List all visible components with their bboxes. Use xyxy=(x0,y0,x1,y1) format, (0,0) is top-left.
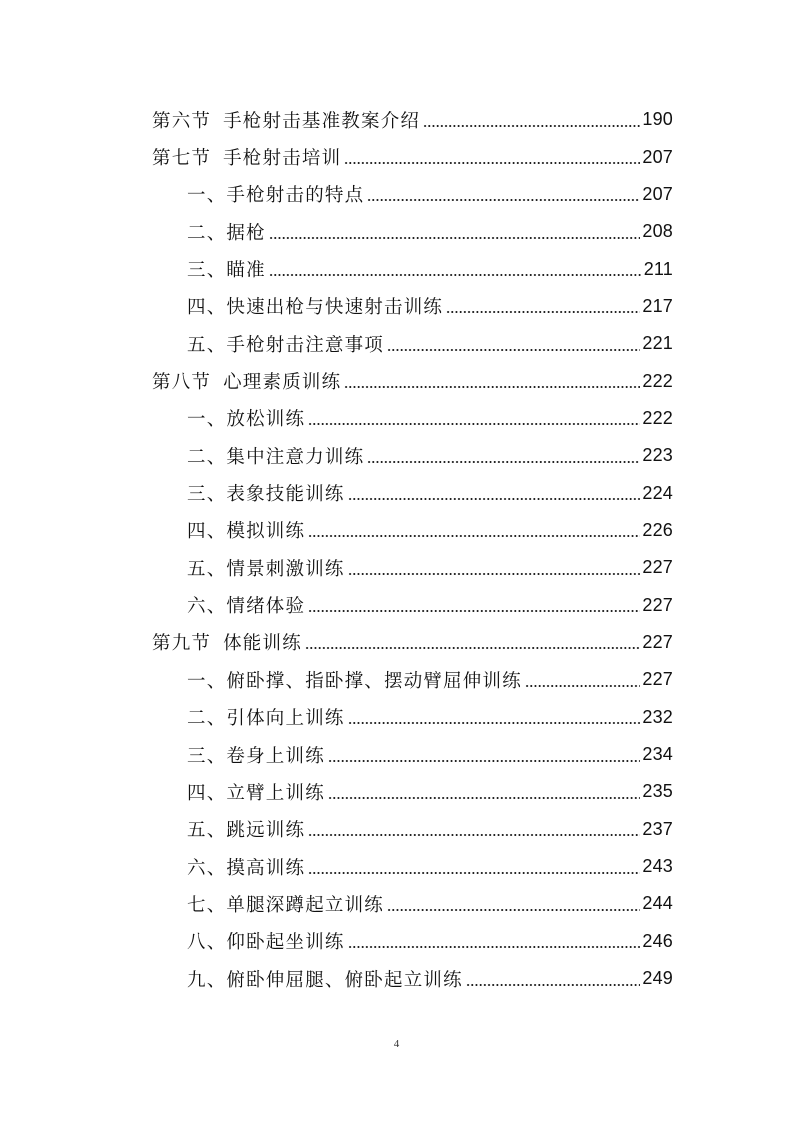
dot-leader xyxy=(269,262,642,280)
dot-leader xyxy=(348,710,641,728)
toc-item-entry[interactable] xyxy=(0,474,793,511)
toc-section-entry[interactable] xyxy=(0,138,793,175)
toc-entry-label xyxy=(187,331,384,357)
toc-entry-label xyxy=(187,517,305,543)
toc-section-entry[interactable] xyxy=(0,624,793,661)
toc-entry-number: 四、 xyxy=(187,297,227,319)
dot-leader xyxy=(328,748,640,766)
toc-item-entry[interactable] xyxy=(0,885,793,922)
toc-entry-title: 放松训练 xyxy=(226,409,306,431)
dot-leader xyxy=(367,187,640,205)
toc-entry-title: 手枪射击注意事项 xyxy=(226,334,385,356)
toc-entry-number: 二、 xyxy=(187,708,227,730)
toc-entry-label xyxy=(152,144,341,170)
toc-entry-label xyxy=(187,704,345,730)
toc-entry-number: 二、 xyxy=(187,446,227,468)
toc-entry-page-number: 246 xyxy=(642,930,673,951)
toc-entry-label xyxy=(187,854,305,880)
toc-entry-title: 据枪 xyxy=(226,222,266,244)
toc-entry-label xyxy=(187,891,384,917)
dot-leader xyxy=(466,972,641,990)
toc-entry-page-number: 208 xyxy=(642,221,673,242)
toc-entry-number: 二、 xyxy=(187,222,227,244)
toc-entry-title: 瞄准 xyxy=(226,260,266,282)
toc-entry-title: 情绪体验 xyxy=(226,596,306,618)
dot-leader xyxy=(348,486,641,504)
toc-entry-title: 仰卧起坐训练 xyxy=(226,932,345,954)
page-number: 4 xyxy=(393,1038,400,1050)
toc-item-entry[interactable] xyxy=(0,288,793,325)
dot-leader xyxy=(348,934,641,952)
toc-entry-page-number: 190 xyxy=(642,109,673,130)
toc-entry-number: 七、 xyxy=(187,894,227,916)
dot-leader xyxy=(423,113,640,131)
toc-item-entry[interactable] xyxy=(0,960,793,997)
toc-entry-page-number: 222 xyxy=(642,370,673,391)
dot-leader xyxy=(348,561,641,579)
toc-item-entry[interactable] xyxy=(0,549,793,586)
toc-item-entry[interactable] xyxy=(0,699,793,736)
toc-entry-title: 摸高训练 xyxy=(226,857,306,879)
dot-leader xyxy=(344,150,640,168)
toc-item-entry[interactable] xyxy=(0,176,793,213)
toc-entry-title: 情景刺激训练 xyxy=(226,558,345,580)
toc-entry-page-number: 237 xyxy=(642,818,673,839)
toc-entry-title: 表象技能训练 xyxy=(226,484,345,506)
toc-entry-title: 俯卧伸屈腿、俯卧起立训练 xyxy=(226,969,463,991)
toc-entry-label xyxy=(187,816,305,842)
toc-item-entry[interactable] xyxy=(0,437,793,474)
toc-entry-page-number: 227 xyxy=(642,669,673,690)
toc-entry-label xyxy=(187,443,364,469)
toc-entry-label xyxy=(187,779,325,805)
toc-entry-title: 俯卧撑、指卧撑、摆动臂屈伸训练 xyxy=(226,670,522,692)
toc-entry-page-number: 211 xyxy=(643,258,673,279)
toc-entry-label xyxy=(187,928,345,954)
toc-item-entry[interactable] xyxy=(0,923,793,960)
toc-entry-page-number: 207 xyxy=(642,146,673,167)
toc-section-entry[interactable] xyxy=(0,101,793,138)
dot-leader xyxy=(328,785,640,803)
toc-entry-page-number: 217 xyxy=(642,295,673,316)
toc-entry-page-number: 221 xyxy=(642,333,673,354)
toc-entry-page-number: 224 xyxy=(642,482,673,503)
toc-entry-label xyxy=(187,219,266,245)
toc-entry-label xyxy=(187,480,345,506)
toc-item-entry[interactable] xyxy=(0,325,793,362)
toc-item-entry[interactable] xyxy=(0,736,793,773)
toc-item-entry[interactable] xyxy=(0,213,793,250)
dot-leader xyxy=(446,299,640,317)
dot-leader xyxy=(308,822,640,840)
dot-leader xyxy=(308,523,640,541)
toc-entry-page-number: 244 xyxy=(642,893,673,914)
toc-entry-number: 一、 xyxy=(187,409,227,431)
dot-leader xyxy=(525,673,640,691)
toc-entry-label xyxy=(187,966,463,992)
table-of-contents xyxy=(0,101,793,997)
toc-item-entry[interactable] xyxy=(0,811,793,848)
dot-leader xyxy=(387,897,640,915)
toc-entry-number: 一、 xyxy=(187,670,227,692)
dot-leader xyxy=(308,860,640,878)
toc-entry-number: 四、 xyxy=(187,782,227,804)
toc-entry-page-number: 234 xyxy=(642,744,673,765)
toc-entry-number: 八、 xyxy=(187,932,227,954)
toc-entry-number: 第八节 xyxy=(152,372,212,394)
toc-item-entry[interactable] xyxy=(0,586,793,623)
toc-entry-number: 六、 xyxy=(187,596,227,618)
toc-entry-title: 体能训练 xyxy=(223,633,302,655)
toc-entry-label xyxy=(187,555,345,581)
toc-entry-title: 卷身上训练 xyxy=(226,745,325,767)
toc-entry-label xyxy=(152,629,302,655)
toc-item-entry[interactable] xyxy=(0,250,793,287)
toc-entry-number: 三、 xyxy=(187,745,227,767)
toc-entry-number: 五、 xyxy=(187,820,227,842)
toc-item-entry[interactable] xyxy=(0,848,793,885)
toc-entry-number: 五、 xyxy=(187,334,227,356)
toc-entry-title: 立臂上训练 xyxy=(226,782,325,804)
toc-item-entry[interactable] xyxy=(0,400,793,437)
toc-entry-label xyxy=(152,368,341,394)
dot-leader xyxy=(344,374,640,392)
toc-item-entry[interactable] xyxy=(0,773,793,810)
dot-leader xyxy=(308,411,640,429)
toc-entry-page-number: 222 xyxy=(642,407,673,428)
toc-entry-page-number: 249 xyxy=(642,968,673,989)
toc-entry-title: 手枪射击培训 xyxy=(223,148,342,170)
toc-entry-page-number: 227 xyxy=(642,557,673,578)
toc-entry-page-number: 227 xyxy=(642,631,673,652)
toc-entry-number: 三、 xyxy=(187,484,227,506)
toc-entry-page-number: 226 xyxy=(642,519,673,540)
toc-entry-title: 模拟训练 xyxy=(226,521,306,543)
toc-entry-title: 心理素质训练 xyxy=(223,372,342,394)
toc-entry-number: 四、 xyxy=(187,521,227,543)
toc-entry-label xyxy=(187,742,325,768)
toc-entry-number: 第六节 xyxy=(152,110,212,132)
toc-entry-page-number: 227 xyxy=(642,594,673,615)
toc-entry-number: 一、 xyxy=(187,185,227,207)
toc-entry-number: 九、 xyxy=(187,969,227,991)
toc-entry-page-number: 223 xyxy=(642,445,673,466)
toc-entry-title: 跳远训练 xyxy=(226,820,306,842)
toc-entry-page-number: 235 xyxy=(642,781,673,802)
toc-section-entry[interactable] xyxy=(0,362,793,399)
toc-entry-number: 三、 xyxy=(187,260,227,282)
toc-entry-label xyxy=(187,592,305,618)
dot-leader xyxy=(367,449,640,467)
toc-entry-title: 手枪射击的特点 xyxy=(226,185,365,207)
toc-entry-title: 单腿深蹲起立训练 xyxy=(226,894,385,916)
toc-entry-label xyxy=(187,293,443,319)
dot-leader xyxy=(305,635,640,653)
toc-entry-title: 手枪射击基准教案介绍 xyxy=(223,110,421,132)
toc-entry-page-number: 232 xyxy=(642,706,673,727)
toc-entry-number: 第七节 xyxy=(152,148,212,170)
toc-entry-number: 五、 xyxy=(187,558,227,580)
toc-entry-label xyxy=(187,405,305,431)
toc-entry-label xyxy=(187,181,364,207)
toc-entry-label xyxy=(187,256,266,282)
toc-item-entry[interactable] xyxy=(0,512,793,549)
toc-entry-page-number: 207 xyxy=(642,183,673,204)
toc-item-entry[interactable] xyxy=(0,661,793,698)
toc-entry-label xyxy=(152,107,420,133)
dot-leader xyxy=(269,225,641,243)
toc-entry-title: 引体向上训练 xyxy=(226,708,345,730)
toc-entry-number: 第九节 xyxy=(152,633,212,655)
dot-leader xyxy=(308,598,640,616)
toc-entry-page-number: 243 xyxy=(642,856,673,877)
dot-leader xyxy=(387,337,640,355)
toc-entry-title: 集中注意力训练 xyxy=(226,446,365,468)
toc-entry-label xyxy=(187,667,522,693)
toc-entry-title: 快速出枪与快速射击训练 xyxy=(226,297,444,319)
toc-entry-number: 六、 xyxy=(187,857,227,879)
